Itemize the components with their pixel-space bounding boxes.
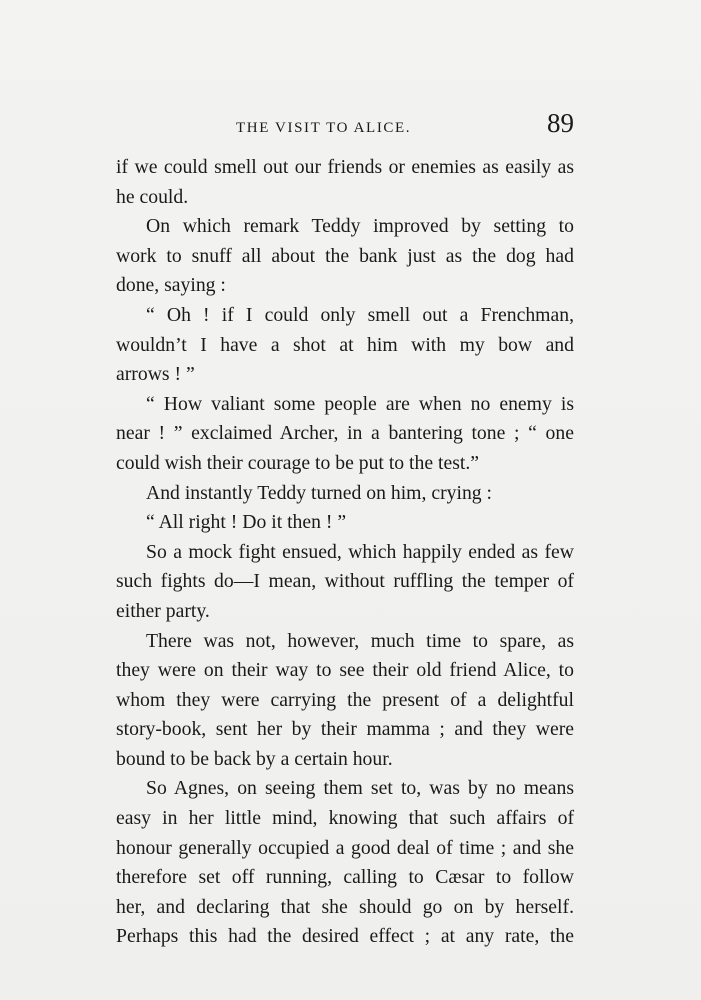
page-number: 89 <box>547 108 574 138</box>
text-line: done, saying : <box>116 274 226 297</box>
text-line: story-book, sent her by their mamma ; and they were <box>116 718 574 741</box>
text-line: he could. <box>116 185 189 208</box>
text-line: could wish their courage to be put to the test.” <box>116 451 480 474</box>
text-line: And instantly Teddy turned on him, crying : <box>146 481 493 504</box>
text-line: such fights do—I mean, without ruffling the temper of <box>116 570 574 593</box>
text-line: On which remark Teddy improved by setting to <box>146 215 574 238</box>
text-line: near ! ” exclaimed Archer, in a bantering tone ; “ one <box>116 422 574 445</box>
text-line: wouldn’t I have a shot at him with my bow and <box>116 333 574 356</box>
text-line: So a mock fight ensued, which happily ended as few <box>146 540 574 563</box>
text-line: if we could smell out our friends or enemies as easily as <box>116 156 574 178</box>
text-line: Perhaps this had the desired effect ; at any rate, the <box>116 925 574 948</box>
running-head <box>116 108 574 140</box>
text-line: whom they were carrying the present of a delightful <box>116 688 574 711</box>
text-line: work to snuff all about the bank just as the dog had <box>116 244 574 267</box>
text-line: “ All right ! Do it then ! ” <box>146 511 347 534</box>
text-line: easy in her little mind, knowing that such affairs of <box>116 807 574 830</box>
text-line: “ Oh ! if I could only smell out a Frenchman, <box>146 303 574 326</box>
text-line: honour generally occupied a good deal of time ; and she <box>116 836 574 859</box>
text-line: bound to be back by a certain hour. <box>116 747 393 770</box>
text-line: therefore set off running, calling to Cæsar to follow <box>116 866 574 889</box>
text-line: “ How valiant some people are when no enemy is <box>146 392 574 415</box>
text-line: they were on their way to see their old friend Alice, to <box>116 659 574 682</box>
text-line: arrows ! ” <box>116 363 195 386</box>
text-line: either party. <box>116 599 210 622</box>
text-line: her, and declaring that she should go on by herself. <box>116 895 574 918</box>
text-line: So Agnes, on seeing them set to, was by no means <box>146 777 574 800</box>
text-line: There was not, however, much time to spare, as <box>146 629 574 652</box>
running-title: THE VISIT TO ALICE. <box>236 120 412 136</box>
body-text <box>116 153 574 952</box>
